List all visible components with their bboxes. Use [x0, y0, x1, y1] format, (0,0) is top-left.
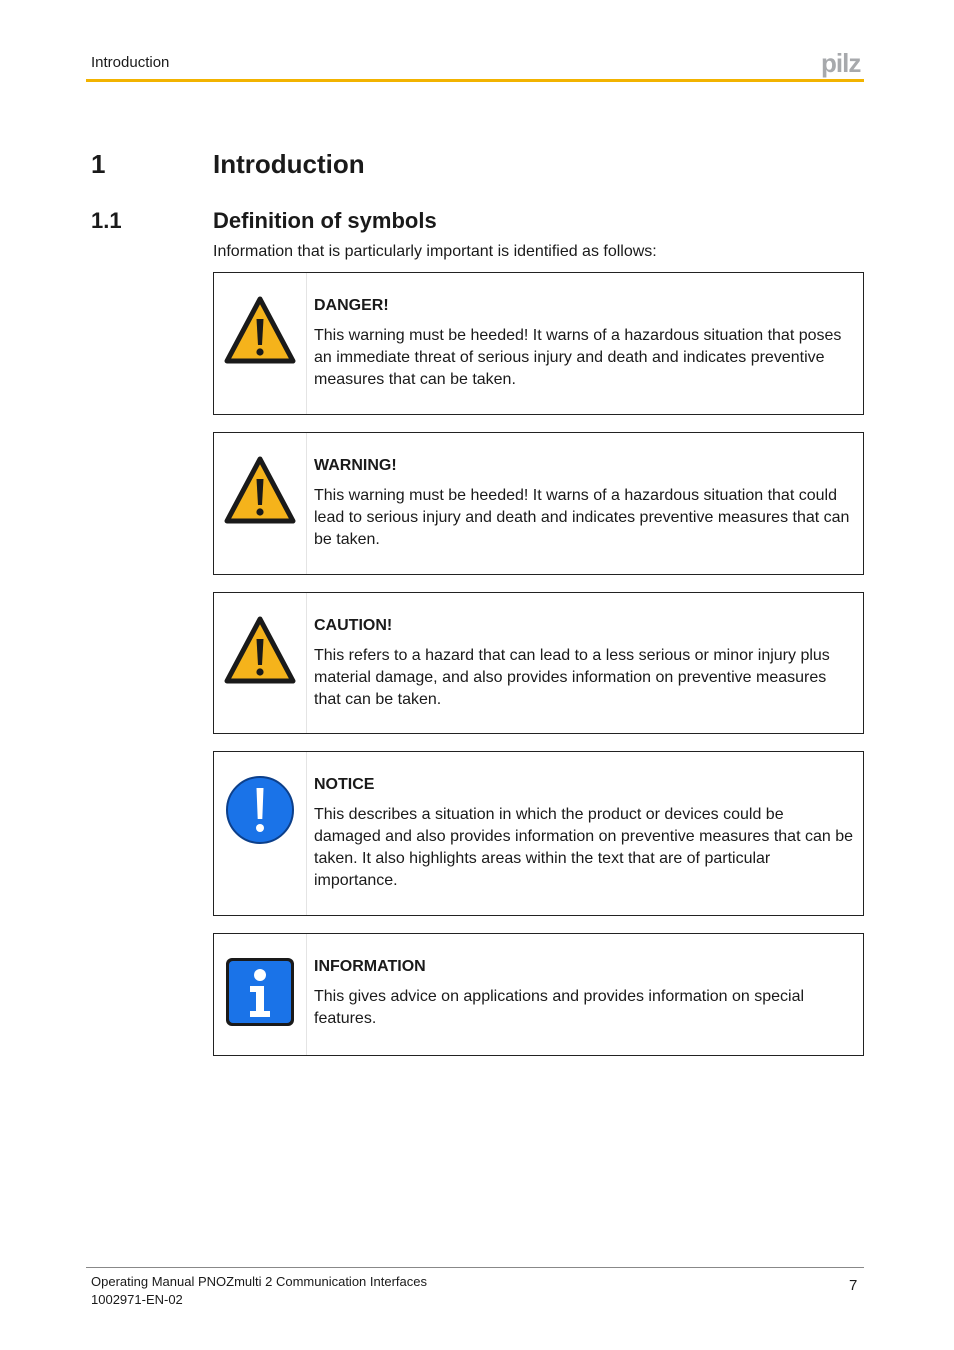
page-number: 7 — [849, 1277, 858, 1294]
svg-text:pilz: pilz — [821, 50, 861, 78]
intro-paragraph: Information that is particularly important is identified as follows: — [213, 243, 657, 260]
warning-text: This warning must be heeded! It warns of a hazardous situation that could lead to serious injury and death and indicates preventive measures that can be taken. — [314, 487, 850, 548]
header-rule — [86, 79, 864, 82]
notice-exclamation-icon — [224, 774, 296, 846]
chapter-number: 1 — [91, 149, 106, 179]
danger-box — [213, 272, 864, 415]
icon-column — [214, 934, 307, 1055]
information-text: This gives advice on applications and provides information on special features. — [314, 988, 805, 1027]
notice-text: This describes a situation in which the product or devices could be damaged and also provides information on preventive measures that can be taken. It also highlights areas within the text that are of particular importance. — [314, 806, 853, 889]
icon-column — [214, 433, 307, 574]
warning-triangle-icon — [224, 295, 296, 367]
footer-rule — [86, 1267, 864, 1268]
section-number: 1.1 — [91, 208, 122, 233]
section-title: Definition of symbols — [213, 208, 437, 233]
warning-box — [213, 432, 864, 575]
running-header: Introduction — [91, 54, 170, 71]
notice-title: NOTICE — [314, 776, 375, 793]
danger-title: DANGER! — [314, 297, 389, 314]
danger-text: This warning must be heeded! It warns of a hazardous situation that poses an immediate threat of serious injury and death and indicates preventive measures that can be taken. — [314, 327, 842, 388]
pilz-logo — [821, 50, 865, 78]
icon-column — [214, 273, 307, 414]
information-box — [213, 933, 864, 1056]
caution-title: CAUTION! — [314, 617, 393, 634]
footer-doc-title: Operating Manual PNOZmulti 2 Communication Interfaces — [91, 1274, 427, 1289]
caution-box — [213, 592, 864, 734]
information-icon — [224, 956, 296, 1028]
icon-column — [214, 593, 307, 733]
notice-box — [213, 751, 864, 916]
icon-column — [214, 752, 307, 915]
footer-info — [91, 1273, 427, 1309]
warning-triangle-icon — [224, 455, 296, 527]
warning-title: WARNING! — [314, 457, 397, 474]
footer-doc-number: 1002971-EN-02 — [91, 1292, 183, 1307]
information-title: INFORMATION — [314, 958, 426, 975]
warning-triangle-icon — [224, 615, 296, 687]
caution-text: This refers to a hazard that can lead to a less serious or minor injury plus material damage, and also provides information on preventive measures that can be taken. — [314, 647, 830, 708]
chapter-title: Introduction — [213, 149, 365, 179]
